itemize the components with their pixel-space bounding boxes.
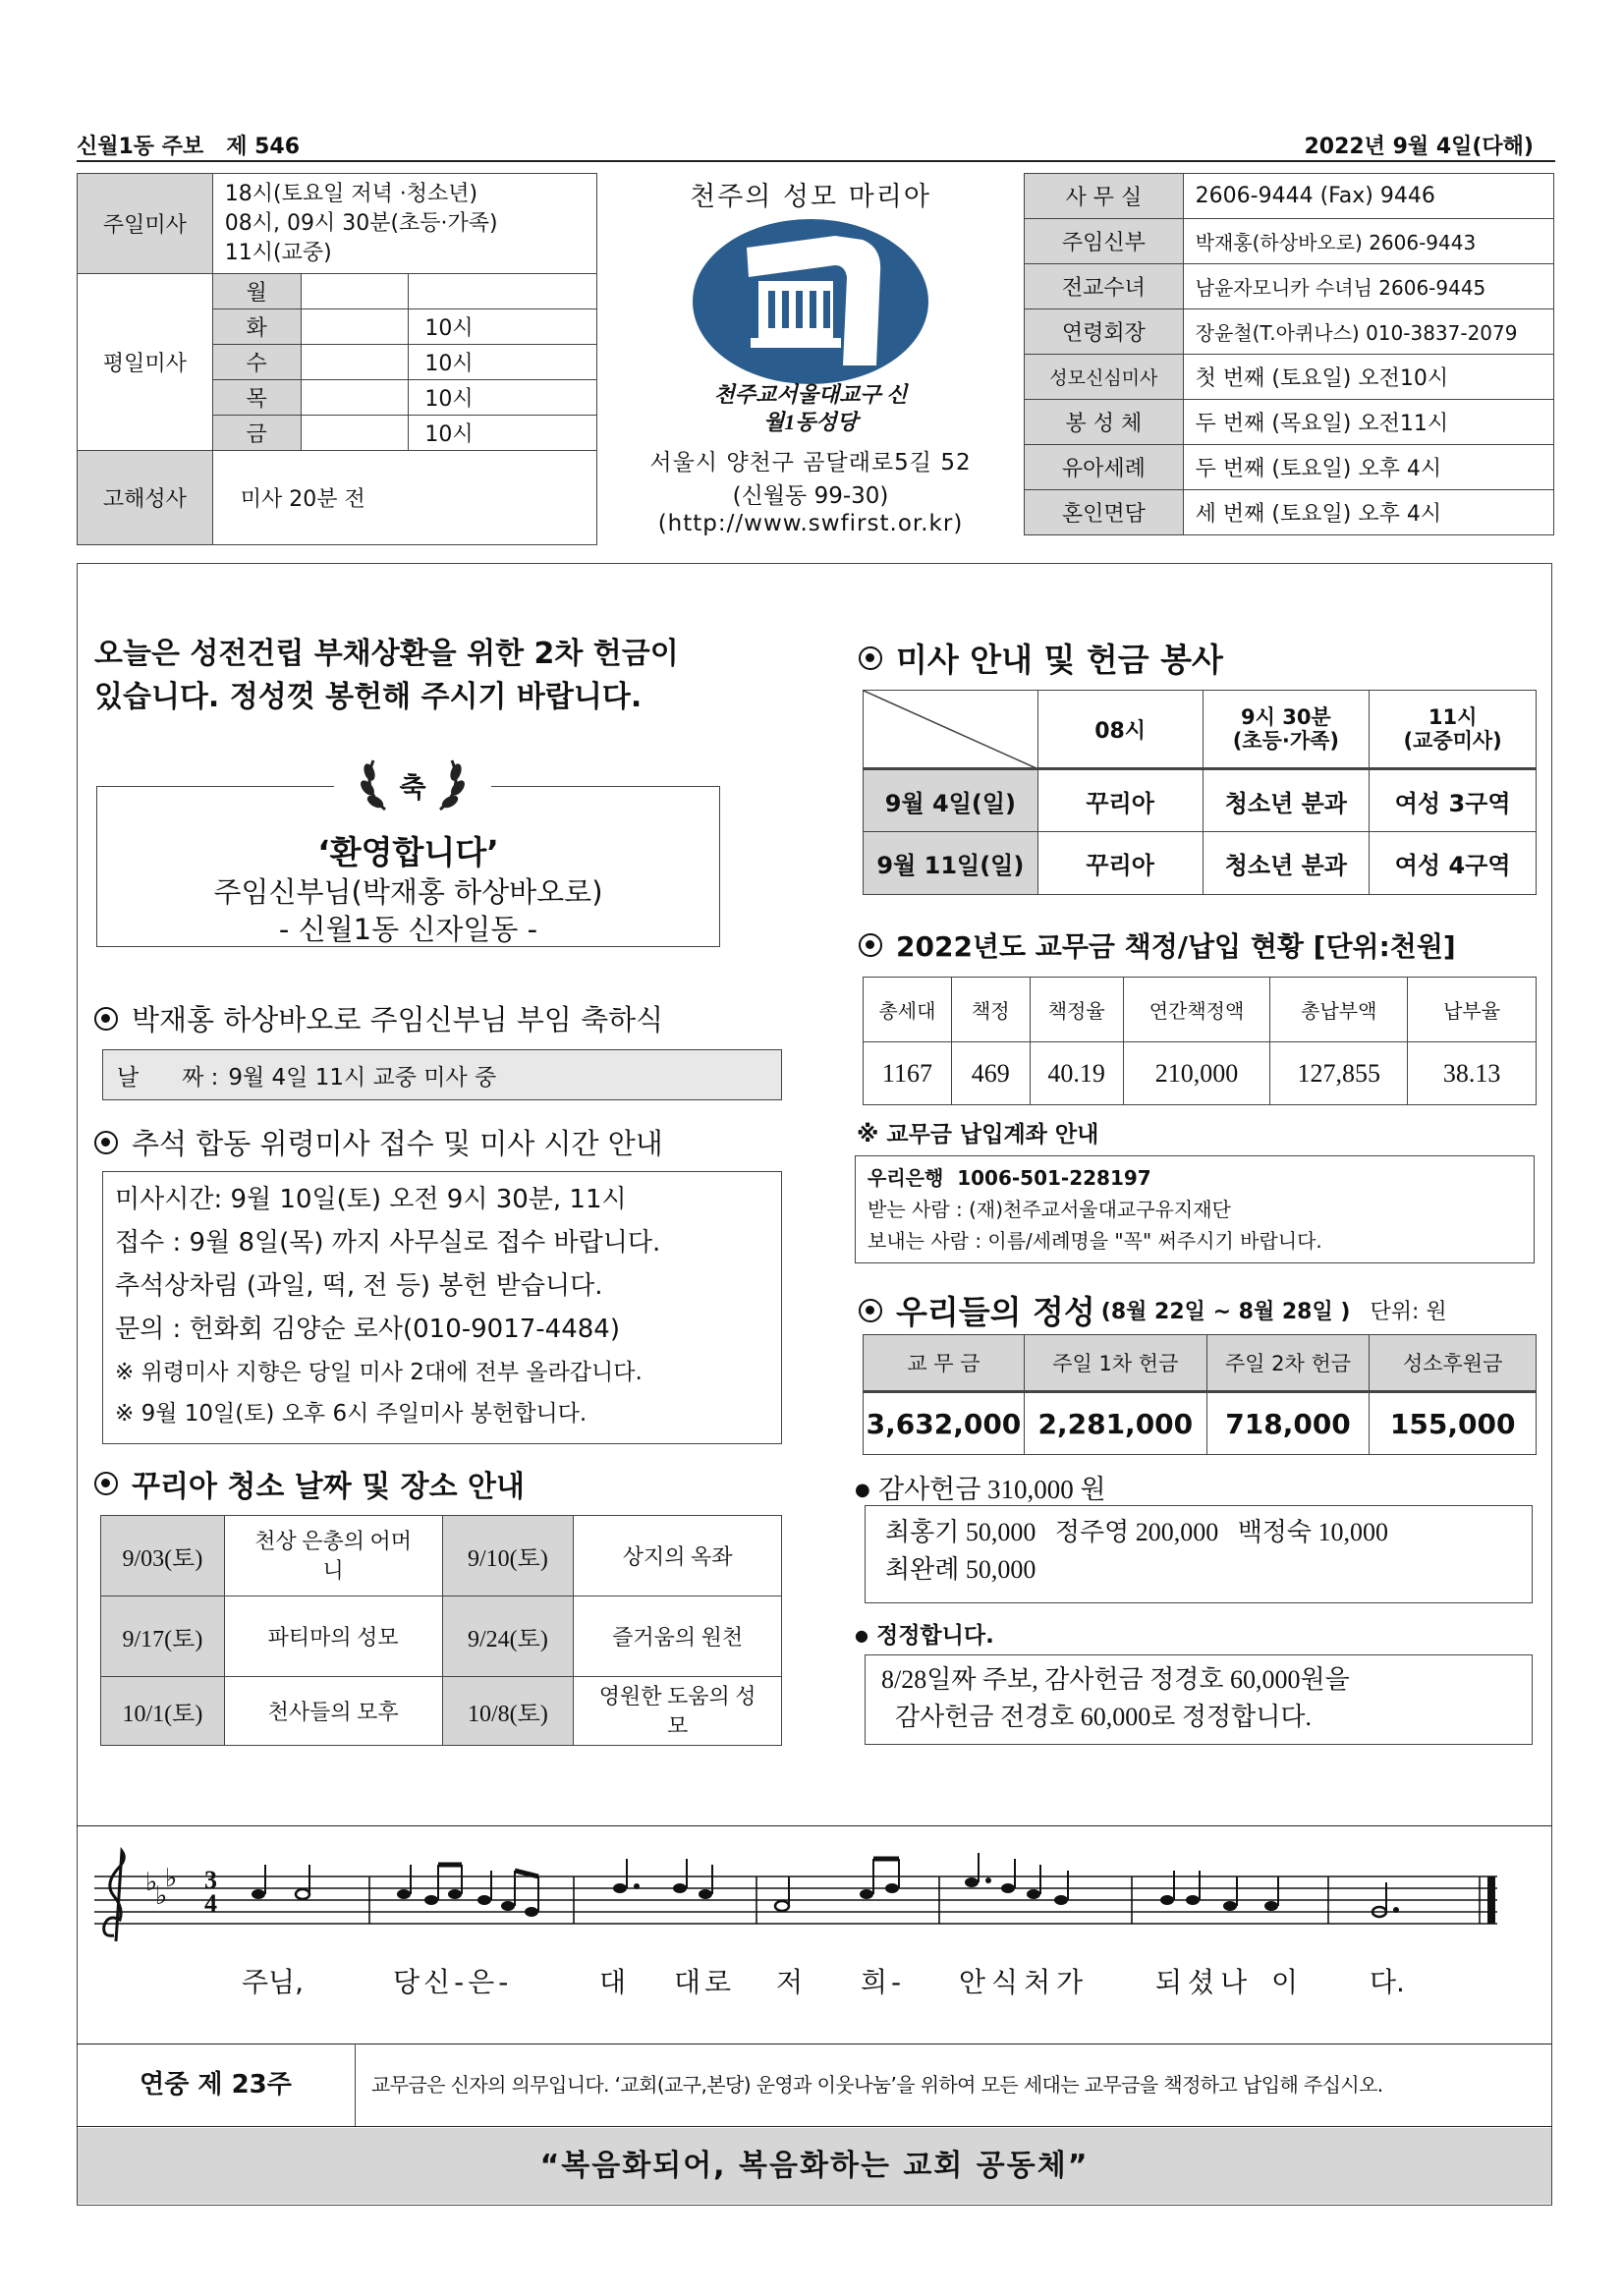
account-line: 보내는 사람 : 이름/세례명을 "꼭" 써주시기 바랍니다. (868, 1229, 1322, 1253)
parish-logo-text: 천주교서울대교구 신월1동성당 (713, 382, 908, 434)
bullet-icon (859, 1299, 882, 1322)
chuseok-line: 추석상차림 (과일, 떡, 전 등) 봉헌 받습니다. (115, 1271, 603, 1301)
dues-header: 연간책정액 (1123, 978, 1270, 1042)
correction-line: 감사헌금 전경호 60,000로 정정합니다. (895, 1703, 1313, 1731)
parish-logo (688, 218, 933, 385)
inauguration-title-text: 박재홍 하상바오로 주임신부님 부임 축하식 (132, 1003, 664, 1036)
contact-label: 전교수녀 (1025, 264, 1184, 309)
bulletin-issue: 신월1동 주보 제 546 (77, 135, 301, 159)
account-line: 우리은행 1006-501-228197 (868, 1166, 1151, 1190)
correction-title-text: 정정합니다. (875, 1623, 994, 1649)
correction-title: ● 정정합니다. (855, 1623, 994, 1649)
lyric: 다. (1370, 1966, 1405, 1998)
inauguration-date-label: 날 짜 : (117, 1064, 219, 1091)
dues-obligation-notice: 교무금은 신자의 의무입니다. ‘교회(교구,본당) 운영과 이웃나눔’을 위하여 모든 세대는 교무금을 책정하고 납입해 주십시오. (371, 2073, 1383, 2097)
contact-value: 장윤철(T.아퀴나스) 010-3837-2079 (1183, 309, 1553, 355)
inauguration-date-value: 9월 4일 11시 교중 미사 중 (228, 1064, 497, 1091)
mass-service-cell: 청소년 분과 (1203, 832, 1370, 895)
curia-place: 상지의 옥좌 (574, 1516, 782, 1596)
curia-date: 9/10(토) (442, 1516, 574, 1596)
chuseok-note: ※ 위령미사 지향은 당일 미사 2대에 전부 올라갑니다. (115, 1360, 643, 1385)
dues-table (863, 977, 1537, 1105)
weekday-mass-label: 평일미사 (78, 274, 213, 451)
dues-title (859, 925, 1456, 965)
weekday-am (301, 416, 409, 451)
bullet-icon (94, 1131, 118, 1154)
mass-service-title-text: 미사 안내 및 헌금 봉사 (896, 641, 1223, 679)
contact-value: 2606-9444 (Fax) 9446 (1183, 174, 1553, 219)
chuseok-title (94, 1122, 663, 1162)
music-top-rule (77, 1825, 1552, 1826)
dues-value: 1167 (864, 1042, 952, 1105)
mass-service-cell: 여성 4구역 (1370, 832, 1537, 895)
curia-place: 파티마의 성모 (224, 1596, 442, 1677)
contact-value: 남윤자모니카 수녀님 2606-9445 (1183, 264, 1553, 309)
lyric: 되셨나 (1155, 1966, 1254, 1998)
offerings-header: 성소후원금 (1370, 1335, 1537, 1392)
chuseok-line: 미사시간: 9월 10일(토) 오전 9시 30분, 11시 (115, 1185, 627, 1214)
svg-text:♭: ♭ (155, 1881, 168, 1911)
thanks-box (865, 1505, 1533, 1603)
lyric: 대로 (674, 1966, 736, 1998)
thanks-title: ● 감사헌금 310,000 원 (855, 1475, 1106, 1504)
lyric: 주님, (242, 1966, 304, 1998)
weekday-am (301, 345, 409, 380)
bullet-icon (859, 646, 882, 670)
thanks-line: 최완례 50,000 (885, 1555, 1036, 1584)
welcome-title: ‘환영합니다’ (317, 833, 499, 871)
thanks-title-text: 감사헌금 310,000 원 (877, 1475, 1106, 1504)
offerings-header: 주일 1차 헌금 (1024, 1335, 1206, 1392)
time-signature-top: 3 (204, 1866, 217, 1894)
welcome-line: 주임신부님(박재홍 하상바오로) (213, 875, 603, 909)
offerings-table (863, 1334, 1537, 1455)
mass-service-header-sub: (교중미사) (1403, 729, 1502, 753)
correction-line: 8/28일짜 주보, 감사헌금 정경호 60,000원을 (881, 1665, 1350, 1694)
curia-date: 10/1(토) (101, 1677, 225, 1746)
curia-table (100, 1515, 782, 1746)
inauguration-box (102, 1049, 782, 1100)
weekday-am (301, 380, 409, 416)
dues-header: 책정율 (1030, 978, 1123, 1042)
dues-value: 127,855 (1270, 1042, 1408, 1105)
mass-service-cell: 꾸리아 (1037, 832, 1203, 895)
mass-service-table (863, 690, 1537, 895)
welcome-line: - 신월1동 신자일동 - (278, 913, 538, 946)
mass-service-header: 11시 (1428, 705, 1478, 729)
mass-service-date: 9월 4일(일) (864, 769, 1038, 832)
music-staff (94, 1847, 1529, 1945)
mass-service-cell: 꾸리아 (1037, 769, 1203, 832)
bullet-icon (94, 1472, 118, 1495)
curia-title (94, 1462, 525, 1505)
dues-header: 총납부액 (1270, 978, 1408, 1042)
weekday-pm: 10시 (409, 416, 597, 451)
mass-service-date: 9월 11일(일) (864, 832, 1038, 895)
dues-value: 469 (951, 1042, 1030, 1105)
confession-value: 미사 20분 전 (212, 451, 596, 545)
offerings-value: 718,000 (1206, 1392, 1370, 1455)
svg-text:♭: ♭ (145, 1868, 158, 1897)
curia-date: 10/8(토) (442, 1677, 574, 1746)
chuseok-box (102, 1171, 782, 1444)
lyric: 이 (1271, 1966, 1299, 1998)
weekday-am (301, 274, 409, 309)
contact-label: 봉 성 체 (1025, 400, 1184, 445)
curia-title-text: 꾸리아 청소 날짜 및 장소 안내 (132, 1470, 525, 1504)
offerings-header: 교 무 금 (864, 1335, 1025, 1392)
time-signature-bottom: 4 (204, 1889, 217, 1918)
curia-place: 천상 은총의 어머니 (224, 1516, 442, 1596)
curia-date: 9/03(토) (101, 1516, 225, 1596)
dues-value: 40.19 (1030, 1042, 1123, 1105)
correction-box (865, 1654, 1533, 1745)
dues-header: 납부율 (1408, 978, 1537, 1042)
offering-notice-line: 오늘은 성전건립 부채상환을 위한 2차 헌금이 (94, 637, 679, 671)
weekday-day: 금 (212, 416, 301, 451)
mass-schedule-table (77, 173, 597, 545)
lyric: 저 (776, 1966, 804, 1998)
dues-value: 38.13 (1408, 1042, 1537, 1105)
offerings-title (859, 1287, 1447, 1333)
bulletin-date: 2022년 9월 4일(다해) (1304, 135, 1534, 159)
chuseok-title-text: 추석 합동 위령미사 접수 및 미사 시간 안내 (132, 1127, 663, 1160)
weekday-pm (409, 274, 597, 309)
offerings-title-text: 우리들의 정성 (896, 1293, 1095, 1331)
curia-date: 9/17(토) (101, 1596, 225, 1677)
parish-title: 천주의 성모 마리아 (690, 182, 931, 212)
music-lyrics (94, 1961, 1529, 2000)
account-box (855, 1155, 1535, 1263)
weekday-day: 월 (212, 274, 301, 309)
contact-label: 성모신심미사 (1025, 355, 1184, 400)
inauguration-title (94, 998, 663, 1038)
lyric: 희- (861, 1966, 906, 1998)
mass-service-header: 08시 (1037, 691, 1203, 769)
footer-mid-rule (77, 2126, 1552, 2127)
parish-address-old: (신월동 99-30) (732, 483, 889, 509)
parish-url[interactable]: (http://www.swfirst.or.kr) (657, 511, 964, 536)
account-line: 받는 사람 : (재)천주교서울대교구유지재단 (868, 1198, 1231, 1221)
lyric: 대 (599, 1966, 627, 1998)
contact-value: 첫 번째 (토요일) 오전10시 (1183, 355, 1553, 400)
contacts-table (1024, 173, 1554, 535)
weekday-pm: 10시 (409, 380, 597, 416)
weekday-day: 화 (212, 309, 301, 345)
contact-value: 박재홍(하상바오로) 2606-9443 (1183, 219, 1553, 264)
contact-value: 두 번째 (토요일) 오후 4시 (1183, 445, 1553, 490)
weekday-am (301, 309, 409, 345)
sunday-mass-label: 주일미사 (78, 174, 213, 274)
bullet-icon (94, 1007, 118, 1031)
confession-label: 고해성사 (78, 451, 213, 545)
curia-place: 즐거움의 원천 (574, 1596, 782, 1677)
offerings-value: 2,281,000 (1024, 1392, 1206, 1455)
contact-label: 혼인면담 (1025, 490, 1184, 535)
chuseok-line: 문의 : 헌화회 김양순 로사(010-9017-4484) (115, 1315, 620, 1344)
parish-motto: “복음화되어, 복음화하는 교회 공동체” (78, 2128, 1551, 2204)
welcome-badge (334, 751, 491, 821)
sunday-mass-line: 11시(교중) (224, 240, 332, 265)
weekday-pm: 10시 (409, 309, 597, 345)
dues-title-text: 2022년도 교무금 책정/납입 현황 [단위:천원] (896, 930, 1456, 963)
svg-text:♭: ♭ (165, 1864, 178, 1893)
header-rule (77, 160, 1555, 162)
contact-value: 세 번째 (토요일) 오후 4시 (1183, 490, 1553, 535)
liturgical-week: 연중 제 23주 (77, 2044, 356, 2126)
curia-place: 천사들의 모후 (224, 1677, 442, 1746)
diagonal-cell (864, 691, 1038, 769)
weekday-pm: 10시 (409, 345, 597, 380)
mass-service-cell: 청소년 분과 (1203, 769, 1370, 832)
offering-notice-line: 있습니다. 정성껏 봉헌해 주시기 바랍니다. (94, 680, 643, 714)
lyric: 당신-은- (393, 1966, 513, 1998)
contact-label: 사 무 실 (1025, 174, 1184, 219)
dues-value: 210,000 (1123, 1042, 1270, 1105)
chuseok-note: ※ 9월 10일(토) 오후 6시 주일미사 봉헌합니다. (115, 1401, 588, 1427)
weekday-day: 목 (212, 380, 301, 416)
offering-notice (94, 633, 679, 719)
offerings-value: 155,000 (1370, 1392, 1537, 1455)
offerings-header: 주일 2차 헌금 (1206, 1335, 1370, 1392)
lyric: 안식처가 (959, 1966, 1090, 1998)
curia-place: 영원한 도움의 성모 (574, 1677, 782, 1746)
contact-label: 유아세례 (1025, 445, 1184, 490)
welcome-badge-text: 축 (399, 771, 426, 804)
contact-value: 두 번째 (목요일) 오전11시 (1183, 400, 1553, 445)
bullet-icon (859, 933, 882, 957)
offerings-value: 3,632,000 (864, 1392, 1025, 1455)
offerings-unit: 단위: 원 (1370, 1300, 1447, 1324)
parish-address: 서울시 양천구 곰달래로5길 52 (649, 450, 972, 476)
mass-service-cell: 여성 3구역 (1370, 769, 1537, 832)
mass-service-title (859, 635, 1223, 681)
mass-service-header: 9시 30분 (1241, 705, 1331, 729)
mass-service-header-sub: (초등·가족) (1232, 729, 1340, 753)
chuseok-line: 접수 : 9월 8일(목) 까지 사무실로 접수 바랍니다. (115, 1228, 661, 1258)
account-title: ※ 교무금 납입계좌 안내 (857, 1122, 1099, 1148)
dues-header: 책정 (951, 978, 1030, 1042)
sunday-mass-line: 08시, 09시 30분(초등·가족) (224, 210, 498, 236)
offerings-period: (8월 22일 ~ 8월 28일 ) (1100, 1300, 1351, 1324)
thanks-line: 최홍기 50,000 정주영 200,000 백정숙 10,000 (885, 1518, 1389, 1546)
sunday-mass-line: 18시(토요일 저녁 ·청소년) (224, 181, 478, 206)
dues-header: 총세대 (864, 978, 952, 1042)
curia-date: 9/24(토) (442, 1596, 574, 1677)
contact-label: 주임신부 (1025, 219, 1184, 264)
contact-label: 연령회장 (1025, 309, 1184, 355)
weekday-day: 수 (212, 345, 301, 380)
